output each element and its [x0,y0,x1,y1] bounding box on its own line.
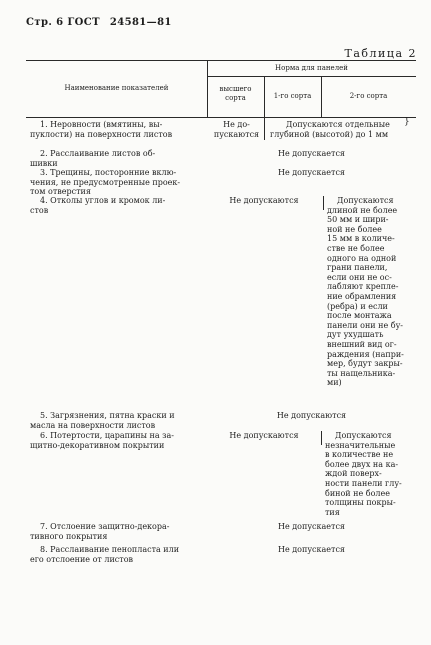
row-4-second-line14: панели они не бу- [327,320,403,330]
row-3-merged: Не допускается [278,168,345,177]
row-4-divider [323,196,324,210]
row-4-second-line7: одного на одной [327,253,397,263]
standard-number: 24581—81 [109,17,172,28]
row-6-second-line4: более двух на ка- [325,459,399,469]
header-col-second: 2-го сорта [349,92,388,100]
header-col-highest-line2: сорта [225,94,246,102]
row-6-highest-first: Не допускаются [229,431,299,440]
row-4-second-line3: 50 мм и шири- [327,215,389,225]
row-4-second-line19: ты нащельника- [327,368,396,378]
row-6-second-line3: в количестве не [325,450,394,460]
page-header [26,17,172,28]
header-col-highest [207,85,264,103]
row-4-second-line20: ми) [327,378,342,388]
table-row-7-name [30,522,208,541]
row-6-second-line8: толщины покры- [325,498,396,508]
row-3-name-line2: чения, не предусмотренные проек- [30,177,181,187]
row-6-name-line2: щитно-декоративном покрытии [30,440,165,450]
row-5-name-line2: масла на поверхности листов [30,420,156,430]
row-2-name-line1: 2. Расслаивание листов об- [40,149,156,158]
row-1-first-second-line2: глубиной (высотой) до 1 мм [270,129,389,139]
row-8-merged: Не допускается [278,545,345,554]
row-7-name-line2: тивного покрытия [30,531,108,541]
row-4-second-line15: дут ухудшать [327,330,384,340]
header-col-first: 1-го сорта [273,92,312,100]
row-6-second-line7: биной не более [325,488,390,498]
page-prefix: Стр. 6 [26,17,64,28]
row-7-merged: Не допускается [278,522,345,531]
row-8-name-line1: 8. Расслаивание пенопласта или [40,545,180,554]
row-6-second-line9: тия [325,507,340,517]
row-4-second-line5: 15 мм в количе- [327,234,395,244]
row-7-name-line1: 7. Отслоение защитно-декора- [40,522,170,531]
row-4-second-line17: раждения (напри- [327,349,404,359]
table-row-4-name [30,196,208,215]
standard-label: ГОСТ [67,17,100,28]
row-1-bracket: } [404,117,410,127]
row-6-divider [321,431,322,445]
row-4-highest-first: Не допускаются [229,196,299,205]
row-6-second [325,431,419,517]
row-5-name-line1: 5. Загрязнения, пятна краски и [40,411,175,420]
table-row-5-name [30,411,208,430]
header-norm-group: Норма для панелей [275,64,348,72]
row-4-second-line6: стве не более [327,243,385,253]
row-1-name-line2: пуклости) на поверхности листов [30,129,173,139]
row-1-highest-line1: Не до- [223,120,250,129]
row-1-highest [209,120,264,139]
row-1-first-second [270,117,420,139]
row-4-second-line2: длиной не более [327,205,398,215]
row-6-name-line1: 6. Потертости, царапины на за- [40,431,175,440]
row-6-second-line5: ждой поверх- [325,469,382,479]
header-bottom-rule [26,117,416,118]
table-row-6-name [30,431,208,450]
norm-group-rule [207,76,416,77]
row-4-second-line10: лабляют крепле- [327,282,399,292]
row-2-merged: Не допускается [278,149,345,158]
row-4-second-line8: грани панели, [327,263,388,273]
row-3-name-line1: 3. Трещины, посторонние вклю- [40,168,177,177]
table-row-3-name [30,168,208,197]
row-4-second-line11: ние обрамления [327,291,397,301]
table-title: Таблица 2 [344,47,417,60]
table-row-8-name [30,545,208,564]
row-4-second-line4: ной не более [327,224,382,234]
row-1-first-second-line1: Допускаются отдельные [286,120,390,129]
row-6-second-line1: Допускаются [335,431,392,440]
row-4-name-line2: стов [30,205,49,215]
row-4-second-line12: (ребра) и если [327,301,388,311]
row-6-second-line2: незначительные [325,440,396,450]
table-row-2-name [30,149,208,168]
row-4-name-line1: 4. Отколы углов и кромок ли- [40,196,166,205]
header-name-col: Наименование показателей [64,84,169,92]
row-3-name-line3: том отверстия [30,187,91,197]
row-4-second-line13: после монтажа [327,311,392,321]
row-1-highest-line2: пускаются [213,129,260,139]
row-4-second-line18: мер, будут закры- [327,359,403,369]
row-4-second [327,196,419,388]
table-row-1-name [30,120,208,139]
row-8-name-line2: его отслоение от листов [30,554,134,564]
row-4-second-line9: если они не ос- [327,272,392,282]
row-1-name-line1: 1. Неровности (вмятины, вы- [40,120,163,129]
header-col-highest-line1: высшего [219,85,252,93]
row-2-name-line2: шивки [30,158,58,168]
row-1-divider [264,118,265,140]
row-5-merged: Не допускаются [276,411,347,420]
row-4-second-line1: Допускаются [337,196,394,205]
table-top-rule [26,60,416,61]
row-4-second-line16: внешний вид ог- [327,339,397,349]
row-6-second-line6: ности панели глу- [325,478,402,488]
